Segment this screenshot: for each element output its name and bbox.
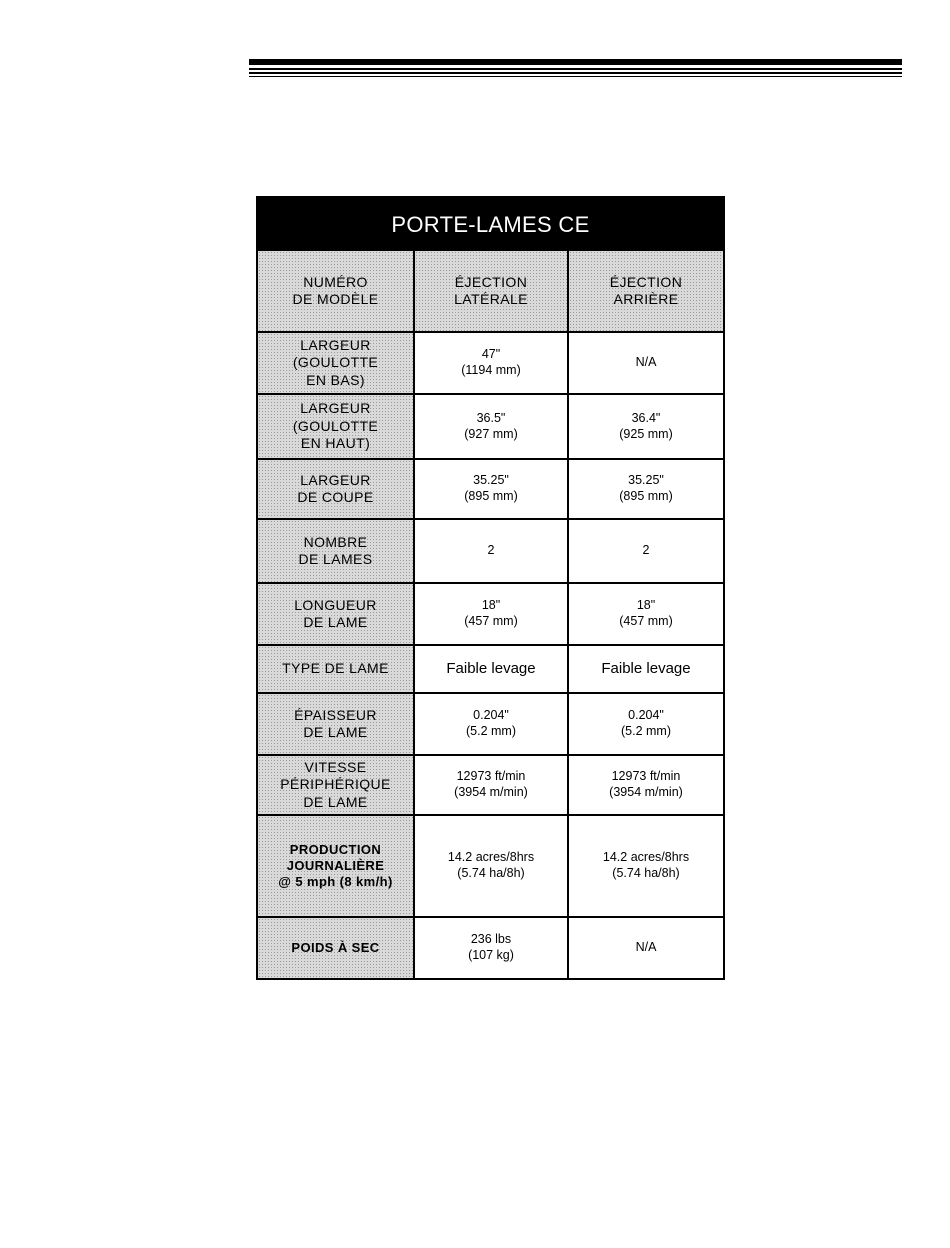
- header-rule-4: [249, 76, 902, 77]
- row-value-side: 18" (457 mm): [415, 584, 569, 646]
- row-value-side: 35.25" (895 mm): [415, 460, 569, 520]
- row-value-side: 36.5" (927 mm): [415, 395, 569, 460]
- row-label-blade-tip-speed: VITESSE PÉRIPHÉRIQUE DE LAME: [258, 756, 415, 816]
- row-value-rear: 36.4" (925 mm): [569, 395, 723, 460]
- row-value-side: 0.204" (5.2 mm): [415, 694, 569, 756]
- row-label-cut-width: LARGEUR DE COUPE: [258, 460, 415, 520]
- header-side-ejection: ÉJECTION LATÉRALE: [415, 251, 569, 333]
- row-value-rear: 14.2 acres/8hrs (5.74 ha/8h): [569, 816, 723, 918]
- row-label-width-chute-up: LARGEUR (GOULOTTE EN HAUT): [258, 395, 415, 460]
- row-label-blade-thickness: ÉPAISSEUR DE LAME: [258, 694, 415, 756]
- row-label-blade-length: LONGUEUR DE LAME: [258, 584, 415, 646]
- row-value-rear: Faible levage: [569, 646, 723, 694]
- row-value-side: Faible levage: [415, 646, 569, 694]
- row-value-rear: 12973 ft/min (3954 m/min): [569, 756, 723, 816]
- row-value-rear: N/A: [635, 940, 657, 955]
- row-label-daily-production: PRODUCTION JOURNALIÈRE @ 5 mph (8 km/h): [258, 816, 415, 918]
- row-value-rear: 18" (457 mm): [569, 584, 723, 646]
- row-label-width-chute-down: LARGEUR (GOULOTTE EN BAS): [258, 333, 415, 395]
- row-value-side: 236 lbs (107 kg): [415, 918, 569, 978]
- header-model-number: NUMÉRO DE MODÈLE: [258, 251, 415, 333]
- row-value-rear: 2: [569, 520, 723, 584]
- table-title: PORTE-LAMES CE: [258, 198, 723, 251]
- row-value-side: 47" (1194 mm): [415, 333, 569, 395]
- row-label-blade-type: TYPE DE LAME: [258, 646, 415, 694]
- row-value-side: 12973 ft/min (3954 m/min): [415, 756, 569, 816]
- header-rule-thick: [249, 59, 902, 65]
- row-value-rear: 35.25" (895 mm): [569, 460, 723, 520]
- row-label-dry-weight: POIDS À SEC: [258, 918, 415, 978]
- row-value-rear: N/A: [569, 333, 723, 395]
- row-value-side: 2: [415, 520, 569, 584]
- row-value-side: 14.2 acres/8hrs (5.74 ha/8h): [415, 816, 569, 918]
- spec-table: [256, 196, 725, 980]
- header-rule-2: [249, 68, 902, 70]
- row-value-rear: 0.204" (5.2 mm): [569, 694, 723, 756]
- header-rule-3: [249, 72, 902, 74]
- row-label-number-of-blades: NOMBRE DE LAMES: [258, 520, 415, 584]
- header-rear-ejection: ÉJECTION ARRIÈRE: [569, 251, 723, 333]
